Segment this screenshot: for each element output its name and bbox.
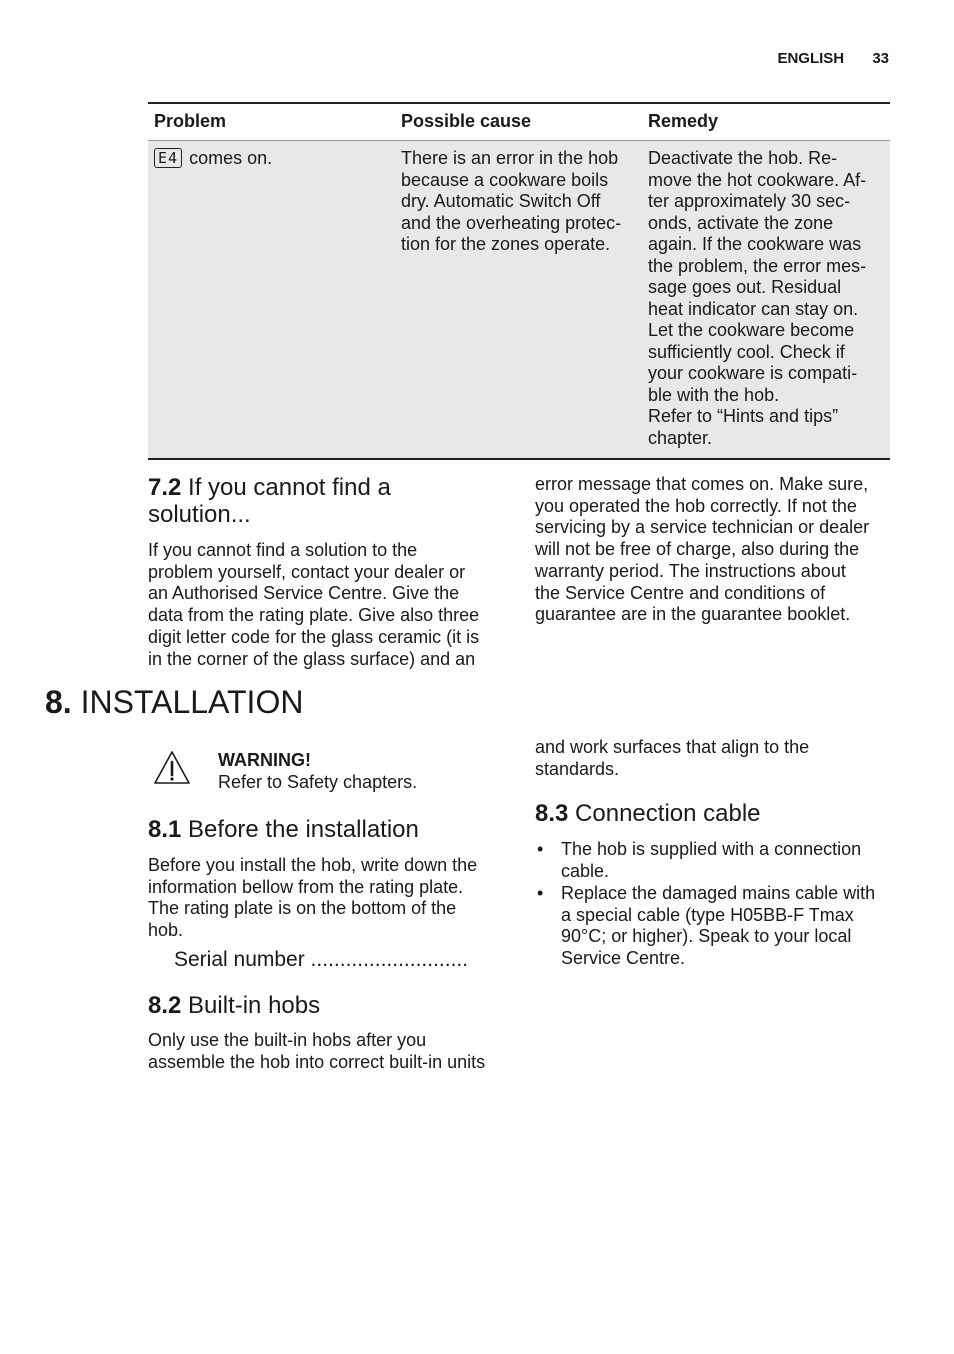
connection-cable-list — [535, 839, 890, 969]
remedy-line: the problem, the error mes- — [648, 255, 867, 276]
language-label: ENGLISH — [777, 50, 845, 67]
header-possible-cause: Possible cause — [395, 103, 642, 141]
warning-box — [218, 749, 417, 793]
section-number: 7.2 — [148, 474, 182, 501]
section-8-3-heading — [535, 800, 890, 827]
right-column-installation — [535, 737, 890, 970]
cause-line: There is an error in the hob — [401, 148, 619, 168]
section-7-2-continued — [535, 474, 890, 626]
problem-text: comes on. — [189, 148, 273, 168]
remedy-cell — [642, 141, 890, 460]
list-item-line: Service Centre. — [561, 947, 686, 968]
table-header-row — [148, 103, 890, 141]
list-item-line: cable. — [561, 861, 610, 882]
list-item-line: 90°C; or higher). Speak to your local — [561, 926, 852, 947]
paragraph-line: assemble the hob into correct built-in units — [148, 1051, 486, 1072]
table-row — [148, 141, 890, 460]
warning-text: Refer to Safety chapters. — [218, 772, 418, 792]
remedy-line: move the hot cookware. Af- — [648, 169, 867, 190]
list-item-line: The hob is supplied with a connection — [561, 839, 862, 860]
paragraph-line: digit letter code for the glass ceramic (it is — [148, 626, 480, 647]
section-title: If you cannot find a — [188, 474, 391, 501]
cause-line: and the overheating protec- — [401, 212, 622, 233]
list-item — [535, 883, 890, 970]
cause-line: dry. Automatic Switch Off — [401, 191, 601, 211]
section-8-2-heading — [148, 992, 500, 1019]
paragraph-line: If you cannot find a solution to the — [148, 540, 418, 560]
paragraph-line: warranty period. The instructions about — [535, 560, 846, 581]
warning-title: WARNING! — [218, 750, 311, 770]
paragraph-line: problem yourself, contact your dealer or — [148, 561, 466, 582]
page-header — [777, 50, 889, 67]
paragraph-line: The rating plate is on the bottom of the — [148, 898, 457, 919]
section-8-2-body-continued — [535, 737, 890, 780]
paragraph-line: an Authorised Service Centre. Give the — [148, 583, 460, 604]
remedy-line: again. If the cookware was — [648, 234, 862, 254]
remedy-line: Let the cookware become — [648, 320, 855, 340]
remedy-line: Deactivate the hob. Re- — [648, 148, 838, 168]
remedy-line: heat indicator can stay on. — [648, 298, 859, 319]
paragraph-line: information bellow from the rating plate. — [148, 876, 464, 897]
section-7-2-heading — [148, 474, 500, 528]
section-title-continued: solution... — [148, 501, 251, 528]
remedy-line: sufficiently cool. Check if — [648, 341, 845, 362]
cause-line: tion for the zones operate. — [401, 234, 611, 254]
paragraph-line: Only use the built-in hobs after you — [148, 1030, 427, 1050]
list-item — [535, 839, 890, 882]
section-number: 8.1 — [148, 816, 182, 843]
section-title: Before the installation — [188, 816, 419, 843]
chapter-title: INSTALLATION — [80, 684, 304, 720]
remedy-line: chapter. — [648, 427, 713, 448]
section-7-2 — [148, 474, 500, 670]
paragraph-line: data from the rating plate. Give also three — [148, 605, 480, 626]
remedy-line: ble with the hob. — [648, 384, 780, 405]
remedy-line: sage goes out. Residual — [648, 277, 842, 297]
section-8-1-body — [148, 855, 500, 942]
problem-cell — [148, 141, 395, 460]
section-title: Built-in hobs — [188, 992, 321, 1019]
remedy-line: your cookware is compati- — [648, 363, 858, 383]
header-problem: Problem — [148, 103, 395, 141]
section-8-2 — [148, 992, 500, 1073]
header-remedy: Remedy — [642, 103, 890, 141]
serial-number-field: Serial number ........................... — [174, 947, 469, 971]
remedy-line: Refer to “Hints and tips” — [648, 406, 839, 426]
troubleshooting-table — [148, 102, 890, 460]
section-title: Connection cable — [575, 800, 761, 828]
section-7-2-body-continued — [535, 474, 890, 626]
error-code-display: E4 — [154, 148, 182, 168]
paragraph-line: you operated the hob correctly. If not the — [535, 495, 857, 516]
section-7-2-body — [148, 540, 500, 670]
paragraph-line: standards. — [535, 758, 620, 779]
cause-line: because a cookware boils — [401, 169, 609, 190]
remedy-line: ter approximately 30 sec- — [648, 191, 851, 211]
paragraph-line: guarantee are in the guarantee booklet. — [535, 604, 851, 625]
warning-triangle-icon — [153, 749, 191, 787]
section-number: 8.2 — [148, 992, 182, 1019]
remedy-line: onds, activate the zone — [648, 212, 834, 233]
page-number: 33 — [872, 50, 889, 67]
section-8-2-body — [148, 1030, 500, 1073]
paragraph-line: in the corner of the glass surface) and an — [148, 648, 476, 669]
paragraph-line: and work surfaces that align to the — [535, 737, 810, 757]
section-8-1-heading — [148, 816, 500, 843]
bullet-icon: • — [537, 882, 544, 903]
bullet-icon: • — [537, 839, 544, 860]
paragraph-line: servicing by a service technician or dealer — [535, 517, 870, 538]
section-8-1 — [148, 816, 500, 972]
paragraph-line: Before you install the hob, write down the — [148, 855, 478, 875]
section-number: 8.3 — [535, 800, 569, 828]
paragraph-line: the Service Centre and conditions of — [535, 582, 826, 603]
paragraph-line: hob. — [148, 920, 184, 941]
chapter-heading — [45, 684, 303, 721]
cause-cell — [395, 141, 642, 460]
paragraph-line: error message that comes on. Make sure, — [535, 474, 869, 494]
list-item-line: Replace the damaged mains cable with — [561, 882, 876, 903]
chapter-number: 8. — [45, 684, 72, 720]
paragraph-line: will not be free of charge, also during the — [535, 539, 860, 560]
list-item-line: a special cable (type H05BB-F Tmax — [561, 904, 854, 925]
